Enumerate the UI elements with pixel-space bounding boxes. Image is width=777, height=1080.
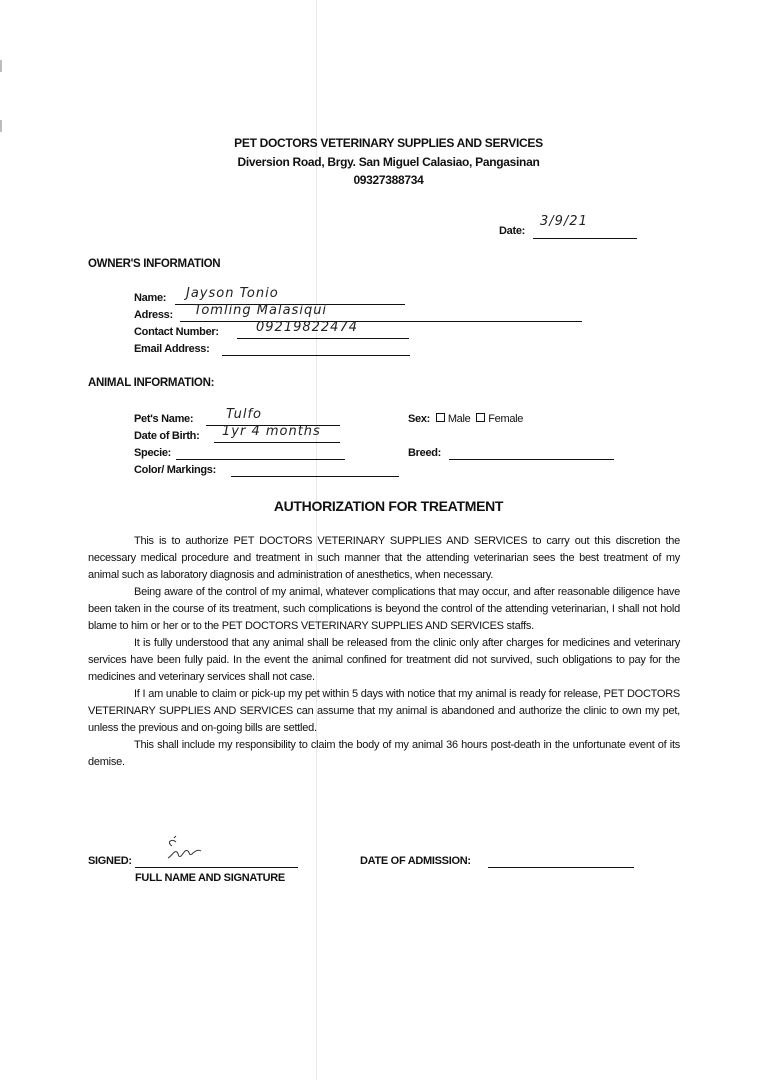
authorization-paragraph-3: It is fully understood that any animal shall be released from the clinic only after charges for medicines and veterinary services have been fully paid. In the event the animal confined for treatment did not survived, such obligations to pay for the medicines and veterinary services shall not case. xyxy=(88,637,680,683)
pet-name-value: Tulfo xyxy=(226,407,263,422)
date-of-admission-line[interactable] xyxy=(488,867,634,868)
owners-information-heading: OWNER'S INFORMATION xyxy=(88,258,221,270)
authorization-title: AUTHORIZATION FOR TREATMENT xyxy=(273,498,504,514)
animal-information-heading: ANIMAL INFORMATION: xyxy=(88,377,215,389)
authorization-body xyxy=(88,533,680,771)
sex-field xyxy=(408,413,523,425)
signed-label: SIGNED: xyxy=(88,855,132,867)
date-of-birth-value: 1yr 4 months xyxy=(222,424,321,439)
date-label: Date: xyxy=(499,225,526,237)
owner-name-label: Name: xyxy=(134,292,167,304)
contact-number-line[interactable] xyxy=(237,338,409,339)
specie-label: Specie: xyxy=(134,447,172,459)
sex-label: Sex: xyxy=(408,413,431,425)
scan-edge-mark xyxy=(0,120,2,132)
contact-number-label: Contact Number: xyxy=(134,326,219,338)
signature-scribble xyxy=(160,832,210,864)
company-name: PET DOCTORS VETERINARY SUPPLIES AND SERVICES xyxy=(234,136,543,150)
company-phone: 09327388734 xyxy=(353,173,424,187)
contact-number-value: 09219822474 xyxy=(256,320,358,335)
owner-name-value: Jayson Tonio xyxy=(186,286,279,301)
male-option-label: Male xyxy=(447,413,471,425)
owner-address-line[interactable] xyxy=(180,321,582,322)
email-address-line[interactable] xyxy=(222,355,410,356)
authorization-paragraph-4: If I am unable to claim or pick-up my pet within 5 days with notice that my animal is ready for release, PET DOCTORS VETERINARY SUPPLIES AND SERVICES can assume that my animal is abandoned and authorize the clinic to own my pet, unless the previous and on-going bills are settled. xyxy=(88,688,680,734)
owner-address-label: Adress: xyxy=(134,309,173,321)
full-name-signature-caption: FULL NAME AND SIGNATURE xyxy=(135,872,285,884)
date-value: 3/9/21 xyxy=(540,214,588,229)
authorization-paragraph-1: This is to authorize PET DOCTORS VETERINARY SUPPLIES AND SERVICES to carry out this discretion the necessary medical procedure and treatment in such manner that the attending veterinarian sees the best treatment of my animal such as laboratory diagnosis and administration of anesthetics, when necessary. xyxy=(88,535,680,581)
pet-name-label: Pet's Name: xyxy=(134,413,194,425)
email-address-label: Email Address: xyxy=(134,343,210,355)
female-option-label: Female xyxy=(488,413,524,425)
male-checkbox[interactable] xyxy=(436,413,445,422)
date-of-admission-label: DATE OF ADMISSION: xyxy=(360,855,471,867)
date-line[interactable] xyxy=(533,238,637,239)
scan-edge-mark xyxy=(0,60,2,72)
breed-line[interactable] xyxy=(449,459,614,460)
owner-address-value: Tomling Malasiqui xyxy=(194,303,328,318)
color-markings-line[interactable] xyxy=(231,476,399,477)
company-address: Diversion Road, Brgy. San Miguel Calasiao, Pangasinan xyxy=(237,155,540,169)
specie-line[interactable] xyxy=(176,459,345,460)
date-of-birth-label: Date of Birth: xyxy=(134,430,200,442)
authorization-paragraph-5: This shall include my responsibility to claim the body of my animal 36 hours post-death in the unfortunate event of its demise. xyxy=(88,739,680,768)
female-checkbox[interactable] xyxy=(476,413,485,422)
color-markings-label: Color/ Markings: xyxy=(134,464,216,476)
signature-line[interactable] xyxy=(135,867,298,868)
date-of-birth-line[interactable] xyxy=(214,442,340,443)
breed-label: Breed: xyxy=(408,447,442,459)
authorization-paragraph-2: Being aware of the control of my animal, whatever complications that may occur, and after reasonable diligence have been taken in the course of its treatment, such complications is beyond the control of the attending veterinarian, I shall not hold blame to him or her or to the PET DOCTORS VETERINARY SUPPLIES AND SERVICES staffs. xyxy=(88,586,680,632)
